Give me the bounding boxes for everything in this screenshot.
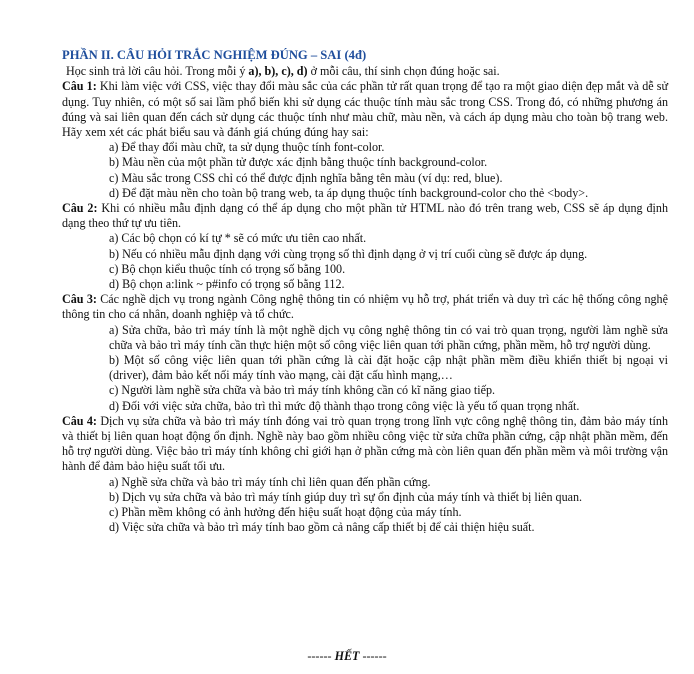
question-2-label: Câu 2: — [62, 201, 98, 216]
question-2-option-b: b) Nếu có nhiều mẫu định dạng với cùng trọng số thì định dạng ở vị trí cuối cùng sẽ được áp dụng. — [109, 246, 588, 261]
end-marker-left: ------ — [307, 649, 335, 663]
question-1 — [62, 79, 668, 140]
question-1-option-c: c) Màu sắc trong CSS chỉ có thể được định nghĩa bằng tên màu (ví dụ: red, blue). — [109, 170, 503, 185]
end-marker-right: ------ — [359, 649, 387, 663]
instructions-bold: a), b), c), d) — [248, 64, 308, 79]
question-2-text: Khi có nhiều mẫu định dạng có thể áp dụng cho một phần tử HTML nào đó trên trang web, CSS sẽ áp dụng định dạng theo thứ tự ưu tiên. — [62, 201, 668, 231]
question-3-text: Các nghề dịch vụ trong ngành Công nghệ thông tin có nhiệm vụ hỗ trợ, phát triển và duy trì các hệ thống công nghệ thông tin cho cá nhân, doanh nghiệp và tổ chức. — [62, 292, 668, 322]
question-3-option-b: b) Một số công việc liên quan tới phần cứng là cài đặt hoặc cập nhật phần mềm điều khiển thiết bị ngoại vi (driver), đảm bảo kết nối máy tính vào mạng, cài đặt cấu hình mạng,… — [109, 353, 668, 383]
document-page — [62, 48, 668, 536]
question-3-option-d: d) Đối với việc sửa chữa, bảo trì thì mức độ thành thạo trong công việc là yếu tố quan trọng nhất. — [109, 398, 580, 413]
instructions — [62, 64, 668, 79]
instructions-text-before: Học sinh trả lời câu hỏi. Trong mỗi ý — [66, 64, 249, 79]
question-1-option-d: d) Để đặt màu nền cho toàn bộ trang web, ta áp dụng thuộc tính background-color cho thẻ <body>. — [109, 185, 589, 200]
question-1-option-b: b) Màu nền của một phần tử được xác định bằng thuộc tính background-color. — [109, 155, 488, 170]
question-4 — [62, 414, 668, 475]
question-4-option-c: c) Phần mềm không có ảnh hưởng đến hiệu suất hoạt động của máy tính. — [109, 505, 462, 520]
question-3-option-a: a) Sửa chữa, bảo trì máy tính là một nghề dịch vụ công nghệ thông tin có vai trò quan trọng, người làm nghề sửa chữa và bảo trì máy tính cần thực hiện một số công việc liên quan tới phần cứng, phần mềm, hỗ trợ người dùng. — [109, 322, 668, 352]
end-marker — [0, 649, 694, 664]
question-1-label: Câu 1: — [62, 79, 97, 94]
question-3-option-c: c) Người làm nghề sửa chữa và bảo trì máy tính không cần có kĩ năng giao tiếp. — [109, 383, 496, 398]
question-3-label: Câu 3: — [62, 292, 97, 307]
question-4-text: Dịch vụ sửa chữa và bảo trì máy tính đóng vai trò quan trọng trong lĩnh vực công nghệ thông tin, đảm bảo máy tính và thiết bị liên quan hoạt động ổn định. Nghề này bao gồm nhiều công việc từ sửa chữa phần cứng, cập nhật phần mềm, đến hỗ trợ người dùng. Việc bảo trì máy tính không chỉ giới hạn ở phần cứng mà còn liên quan đến phần mềm và môi trường vận hành để đảm bảo hiệu suất tối ưu. — [62, 413, 668, 474]
question-2-option-a: a) Các bộ chọn có kí tự * sẽ có mức ưu tiên cao nhất. — [109, 231, 367, 246]
question-4-option-a: a) Nghề sửa chữa và bảo trì máy tính chỉ liên quan đến phần cứng. — [109, 474, 431, 489]
end-marker-text: HẾT — [334, 649, 360, 663]
question-1-text: Khi làm việc với CSS, việc thay đổi màu sắc của các phần tử rất quan trọng để tạo ra một giao diện đẹp mắt và dễ sử dụng. Tuy nhiên, có một số sai lầm phổ biến khi sử dụng các thuộc tính màu sắc trong CSS. Trong đó, có những phương án đúng và sai liên quan đến cách sử dụng các thuộc tính như màu chữ, màu nền, và cách áp dụng màu cho toàn bộ trang web. Hãy xem xét các phát biểu sau và đánh giá chúng đúng hay sai: — [62, 79, 669, 140]
question-2-option-d: d) Bộ chọn a:link ~ p#info có trọng số bằng 112. — [109, 277, 345, 292]
section-title: PHẦN II. CÂU HỎI TRẮC NGHIỆM ĐÚNG – SAI (4đ) — [62, 48, 367, 62]
question-4-label: Câu 4: — [62, 413, 97, 428]
question-2 — [62, 201, 668, 231]
question-4-option-d: d) Việc sửa chữa và bảo trì máy tính bao gồm cả nâng cấp thiết bị để cải thiện hiệu suất. — [109, 520, 535, 535]
instructions-text-after: ở mỗi câu, thí sinh chọn đúng hoặc sai. — [307, 64, 500, 79]
question-2-option-c: c) Bộ chọn kiểu thuộc tính có trọng số bằng 100. — [109, 261, 346, 276]
question-1-option-a: a) Để thay đổi màu chữ, ta sử dụng thuộc tính font-color. — [109, 140, 385, 155]
question-4-option-b: b) Dịch vụ sửa chữa và bảo trì máy tính giúp duy trì sự ổn định của máy tính và thiết bị liên quan. — [109, 489, 583, 504]
question-3 — [62, 292, 668, 322]
